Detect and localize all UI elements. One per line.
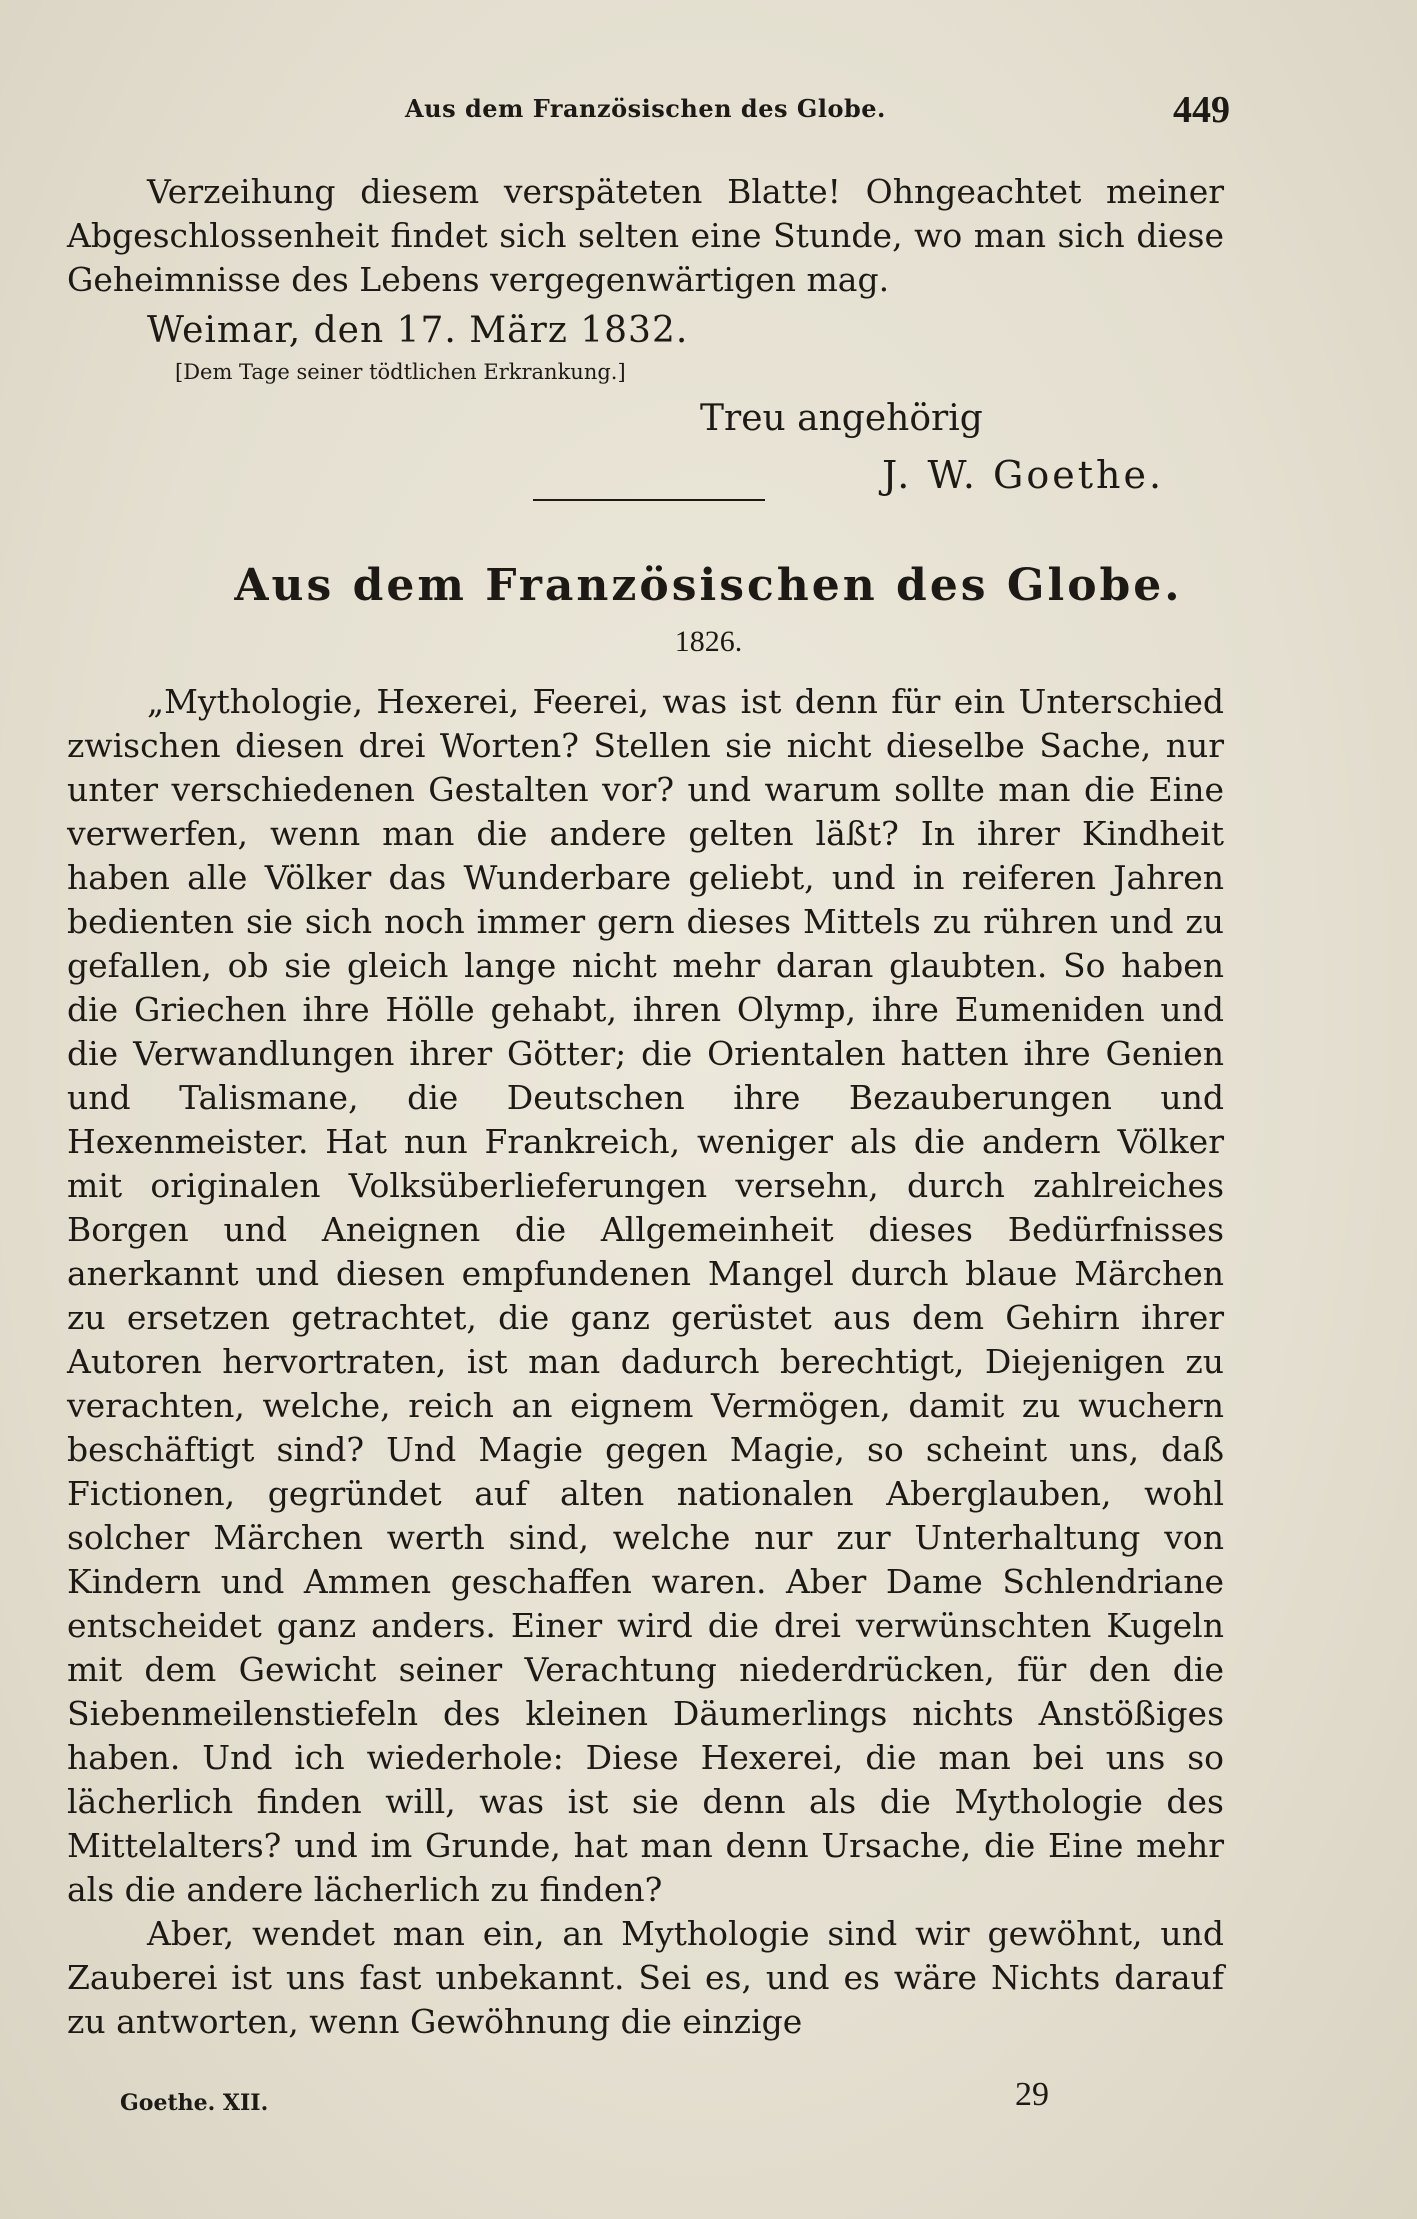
sheet-number: 29 [1015, 2076, 1049, 2113]
letter-signature: J. W. Goethe. [882, 453, 1165, 497]
letter-closing: Treu angehörig [700, 398, 983, 439]
signature-mark: Goethe. XII. [120, 2090, 269, 2116]
section-divider [533, 499, 765, 501]
article-year: 1826. [674, 625, 743, 658]
letter-dateline: Weimar, den 17. März 1832. [147, 310, 689, 351]
running-head: Aus dem Französischen des Globe. [405, 94, 886, 123]
page-header [60, 88, 1230, 138]
article-body [67, 680, 1224, 2044]
article-title: Aus dem Französischen des Globe. [234, 560, 1183, 611]
letter-paragraph: Verzeihung diesem verspäteten Blatte! Ohngeachtet meiner Abgeschlossenheit findet sich selten eine Stunde, wo man sich diese Geheimnisse des Lebens vergegenwärtigen mag. [67, 172, 1224, 299]
article-paragraph-1: „Mythologie, Hexerei, Feerei, was ist denn für ein Unterschied zwischen diesen drei Worten? Stellen sie nicht dieselbe Sache, nur unter verschiedenen Gestalten vor? und warum sollte man die Eine verwerfen, wenn man die andere gelten läßt? In ihrer Kindheit haben alle Völker das Wunderbare geliebt, und in reiferen Jahren bedienten sie sich noch immer gern dieses Mittels zu rühren und zu gefallen, ob sie gleich lange nicht mehr daran glaubten. So haben die Griechen ihre Hölle gehabt, ihren Olymp, ihre Eumeniden und die Verwandlungen ihrer Götter; die Orientalen hatten ihre Genien und Talismane, die Deutschen ihre Bezauberungen und Hexenmeister. Hat nun Frankreich, weniger als die andern Völker mit originalen Volksüberlieferungen versehn, durch zahlreiches Borgen und Aneignen die Allgemeinheit dieses Bedürfnisses anerkannt und diesen empfundenen Mangel durch blaue Märchen zu ersetzen getrachtet, die ganz gerüstet aus dem Gehirn ihrer Autoren hervortraten, ist man dadurch berechtigt, Diejenigen zu verachten, welche, reich an eignem Vermögen, damit zu wuchern beschäftigt sind? Und Magie gegen Magie, so scheint uns, daß Fictionen, gegründet auf alten nationalen Aberglauben, wohl solcher Märchen werth sind, welche nur zur Unterhaltung von Kindern und Ammen geschaffen waren. Aber Dame Schlendriane entscheidet ganz anders. Einer wird die drei verwünschten Kugeln mit dem Gewicht seiner Verachtung niederdrücken, für den die Siebenmeilenstiefeln des kleinen Däumerlings nichts Anstößiges haben. Und ich wiederhole: Diese Hexerei, die man bei uns so lächerlich finden will, was ist sie denn als die Mythologie des Mittelalters? und im Grunde, hat man denn Ursache, die Eine mehr als die andere lächerlich zu finden? [67, 682, 1224, 1909]
article-paragraph-2: Aber, wendet man ein, an Mythologie sind wir gewöhnt, und Zauberei ist uns fast unbekannt. Sei es, und es wäre Nichts darauf zu antworten, wenn Gewöhnung die einzige [67, 1914, 1224, 2041]
page-number: 449 [1173, 89, 1230, 131]
letter-note: [Dem Tage seiner tödtlichen Erkrankung.] [175, 360, 626, 384]
